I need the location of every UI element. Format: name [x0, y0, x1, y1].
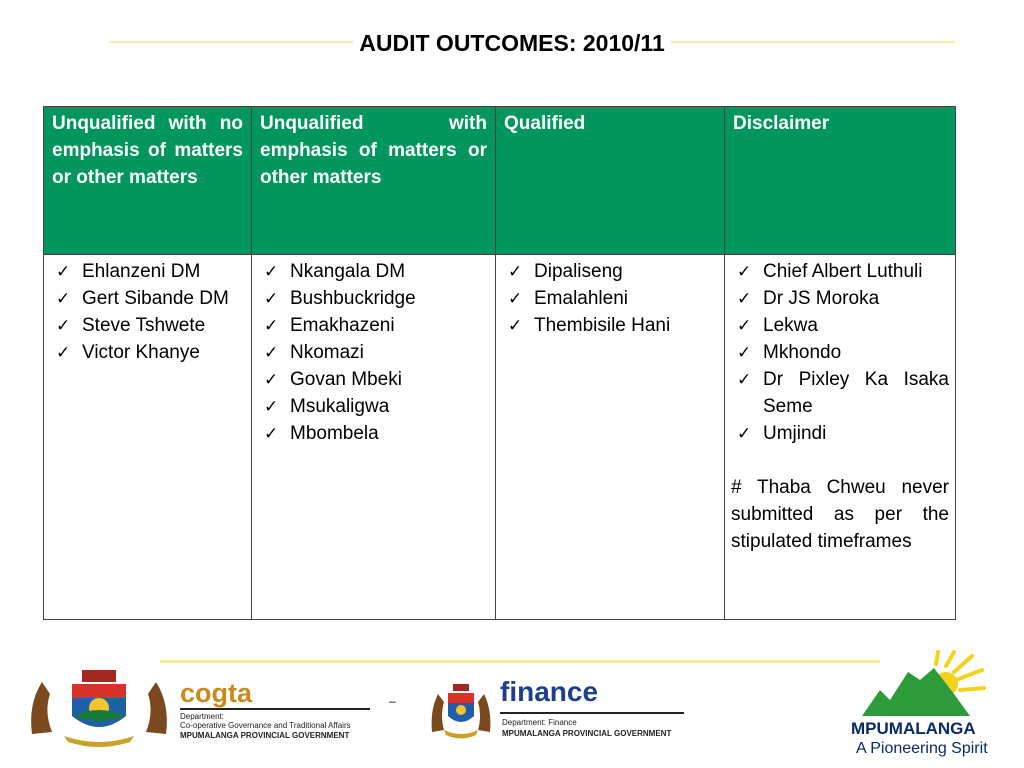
- header-qualified: Qualified: [496, 107, 725, 255]
- column-unqualified-with-emphasis: [252, 255, 496, 620]
- list-item: [258, 258, 489, 285]
- municipality-name: Ehlanzeni DM: [82, 261, 201, 282]
- list-item: [502, 258, 718, 285]
- header-unqualified-with-emphasis: Unqualified with emphasis of matters or other matters: [252, 107, 496, 255]
- list-item: [50, 339, 245, 366]
- municipality-name: Thembisile Hani: [534, 315, 671, 336]
- mpumalanga-sun-mountain-icon: [858, 650, 988, 720]
- finance-logo: finance: [500, 676, 599, 707]
- check-icon: ✓: [56, 316, 71, 335]
- list-item: [731, 312, 949, 339]
- municipality-name: Chief Albert Luthuli: [763, 261, 923, 282]
- municipality-name: Dipaliseng: [534, 261, 623, 282]
- check-icon: ✓: [737, 370, 752, 389]
- municipality-name: Dr JS Moroka: [763, 288, 880, 309]
- finance-department-label: Department: Finance: [502, 718, 577, 727]
- list-item: [258, 393, 489, 420]
- footer-divider: [160, 660, 880, 663]
- cogta-logo: cogta: [180, 678, 253, 708]
- list-item: [258, 312, 489, 339]
- check-icon: ✓: [737, 316, 752, 335]
- list-item: [258, 366, 489, 393]
- check-icon: ✓: [508, 289, 523, 308]
- municipality-list: [502, 258, 718, 339]
- municipality-list: [258, 258, 489, 447]
- list-item: [502, 312, 718, 339]
- municipality-list: [731, 258, 949, 447]
- list-item: [50, 258, 245, 285]
- check-icon: ✓: [56, 262, 71, 281]
- municipality-name: Nkangala DM: [290, 261, 406, 282]
- municipality-name: Mkhondo: [763, 342, 842, 363]
- check-icon: ✓: [737, 424, 752, 443]
- municipality-name: Bushbuckridge: [290, 288, 416, 309]
- thaba-chweu-note: # Thaba Chweu never submitted as per the stipulated timeframes: [731, 477, 949, 552]
- check-icon: ✓: [508, 316, 523, 335]
- check-icon: ✓: [737, 343, 752, 362]
- list-item: [731, 258, 949, 285]
- audit-outcomes-table: [43, 106, 956, 620]
- municipality-name: Msukaligwa: [290, 396, 390, 417]
- finance-government-name: MPUMALANGA PROVINCIAL GOVERNMENT: [502, 729, 672, 738]
- column-unqualified-no-emphasis: [44, 255, 252, 620]
- list-item: [258, 420, 489, 447]
- check-icon: ✓: [264, 424, 279, 443]
- list-item: [731, 339, 949, 366]
- municipality-name: Gert Sibande DM: [82, 288, 229, 309]
- header-disclaimer: Disclaimer: [725, 107, 956, 255]
- list-item: [731, 285, 949, 312]
- list-item: [50, 312, 245, 339]
- mpumalanga-slogan: A Pioneering Spirit: [856, 740, 988, 757]
- check-icon: ✓: [264, 370, 279, 389]
- municipality-name: Umjindi: [763, 423, 827, 444]
- finance-logo-rule: [500, 712, 684, 714]
- municipality-name: Lekwa: [763, 315, 818, 336]
- check-icon: ✓: [264, 289, 279, 308]
- check-icon: ✓: [264, 262, 279, 281]
- municipality-name: Dr Pixley Ka Isaka Seme: [763, 369, 949, 417]
- municipality-name: Steve Tshwete: [82, 315, 206, 336]
- list-item: [731, 420, 949, 447]
- list-item: [258, 339, 489, 366]
- footer-separator: –: [389, 694, 396, 708]
- page-title: AUDIT OUTCOMES: 2010/11: [0, 30, 1024, 57]
- municipality-name: Victor Khanye: [82, 342, 200, 363]
- check-icon: ✓: [508, 262, 523, 281]
- check-icon: ✓: [264, 316, 279, 335]
- cogta-department-label: Department:: [180, 712, 225, 721]
- mpumalanga-wordmark: MPUMALANGA: [851, 719, 976, 738]
- table-header-row: [44, 107, 956, 255]
- check-icon: ✓: [56, 343, 71, 362]
- list-item: [731, 366, 949, 420]
- cogta-department-name: Co-operative Governance and Traditional Affairs: [180, 721, 351, 730]
- column-disclaimer: [725, 255, 956, 620]
- municipality-name: Govan Mbeki: [290, 369, 402, 390]
- column-qualified: [496, 255, 725, 620]
- cogta-government-name: MPUMALANGA PROVINCIAL GOVERNMENT: [180, 731, 350, 740]
- header-unqualified-no-emphasis: Unqualified with no emphasis of matters or other matters: [44, 107, 252, 255]
- list-item: [50, 285, 245, 312]
- municipality-list: [50, 258, 245, 366]
- check-icon: ✓: [737, 262, 752, 281]
- check-icon: ✓: [264, 397, 279, 416]
- cogta-logo-rule: [180, 708, 370, 710]
- list-item: [502, 285, 718, 312]
- list-item: [258, 285, 489, 312]
- municipality-name: Emakhazeni: [290, 315, 395, 336]
- finance-coat-of-arms-icon: [428, 680, 494, 742]
- table-row: [44, 255, 956, 620]
- municipality-name: Emalahleni: [534, 288, 628, 309]
- check-icon: ✓: [264, 343, 279, 362]
- municipality-name: Nkomazi: [290, 342, 364, 363]
- check-icon: ✓: [56, 289, 71, 308]
- check-icon: ✓: [737, 289, 752, 308]
- provincial-coat-of-arms-icon: [24, 664, 174, 748]
- municipality-name: Mbombela: [290, 423, 379, 444]
